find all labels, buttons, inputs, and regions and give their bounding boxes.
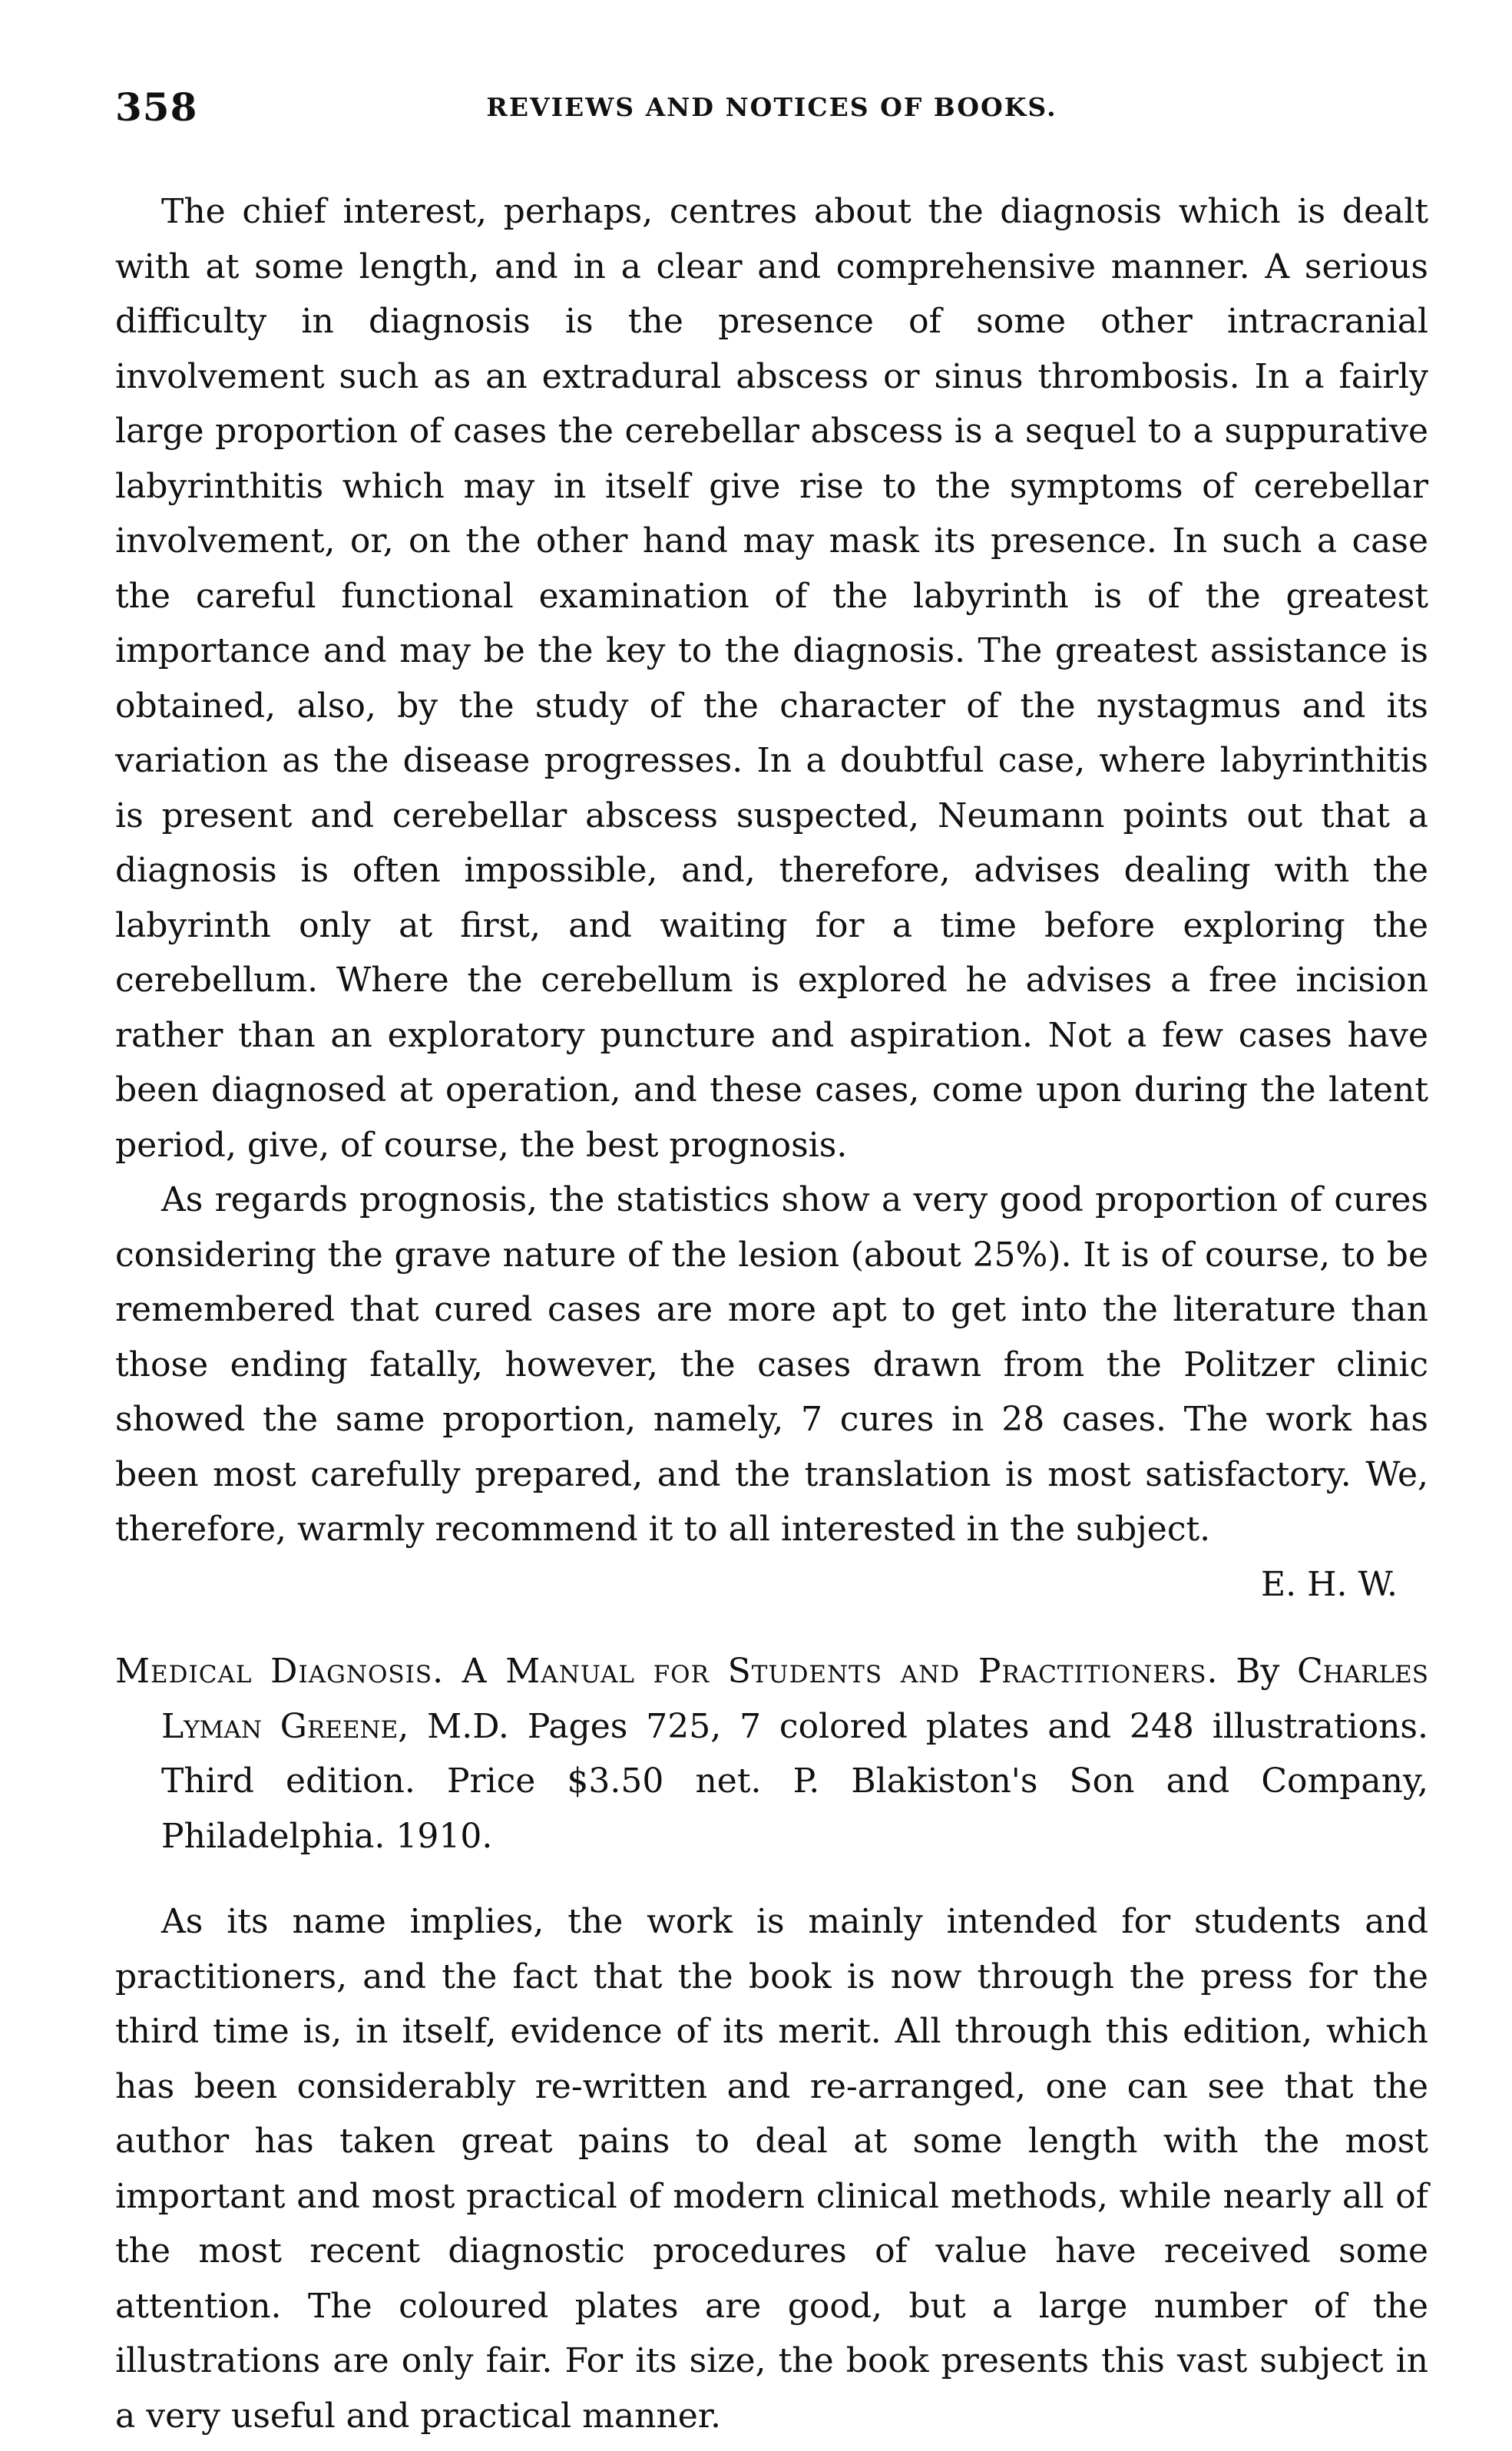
book-title: Medical Diagnosis. A Manual for Students and Practitioners. [115, 1652, 1219, 1691]
book-details: M.D. Pages 725, 7 colored plates and 248 illustrations. Third edition. Price $3.50 net. P. Blakiston's Son and Company, Philadelphia. 1910. [161, 1706, 1428, 1856]
running-title: REVIEWS AND NOTICES OF BOOKS. [486, 92, 1057, 122]
running-head [115, 84, 1428, 131]
review-paragraph-2 [115, 1173, 1428, 1612]
book-author: Charles Lyman Greene, [161, 1652, 1428, 1746]
page-number: 358 [115, 84, 198, 130]
book-notice-heading [115, 1644, 1428, 1864]
book-page [115, 84, 1428, 2443]
reviewer-signature: E. H. W. [1261, 1564, 1398, 1604]
byline-prefix: By [1236, 1652, 1280, 1691]
review-paragraph-1: The chief interest, perhaps, centres about the diagnosis which is dealt with at some length, and in a clear and comprehensive manner. A serious difficulty in diagnosis is the presence of some other intracranial involvement such as an extradural abscess or sinus thrombosis. In a fairly large proportion of cases the cerebellar abscess is a sequel to a suppurative labyrinthitis which may in itself give rise to the symptoms of cerebellar involvement, or, on the other hand may mask its presence. In such a case the careful functional examination of the labyrinth is of the greatest importance and may be the key to the diagnosis. The greatest assistance is obtained, also, by the study of the character of the nystagmus and its variation as the disease progresses. In a doubtful case, where labyrinthitis is present and cerebellar abscess suspected, Neumann points out that a diagnosis is often impossible, and, therefore, advises dealing with the labyrinth only at first, and waiting for a time before exploring the cerebellum. Where the cerebellum is explored he advises a free incision rather than an exploratory puncture and aspiration. Not a few cases have been diagnosed at operation, and these cases, come upon during the latent period, give, of course, the best prognosis. [115, 192, 1428, 1165]
review-paragraph-2-text: As regards prognosis, the statistics show a very good proportion of cures considering the grave nature of the lesion (about 25%). It is of course, to be remembered that cured cases are more apt to get into the literature than those ending fatally, however, the cases drawn from the Politzer clinic showed the same proportion, namely, 7 cures in 28 cases. The work has been most carefully prepared, and the translation is most satisfactory. We, therefore, warmly recommend it to all interested in the subject. [115, 1180, 1428, 1549]
notice-paragraph: As its name implies, the work is mainly intended for students and practitioners, and the fact that the book is now through the press for the third time is, in itself, evidence of its merit. All through this edition, which has been considerably re-written and re-arranged, one can see that the author has taken great pains to deal at some length with the most important and most practical of modern clinical methods, while nearly all of the most recent diagnostic procedures of value have received some attention. The coloured plates are good, but a large number of the illustrations are only fair. For its size, the book presents this vast subject in a very useful and practical manner. [115, 1902, 1428, 2436]
